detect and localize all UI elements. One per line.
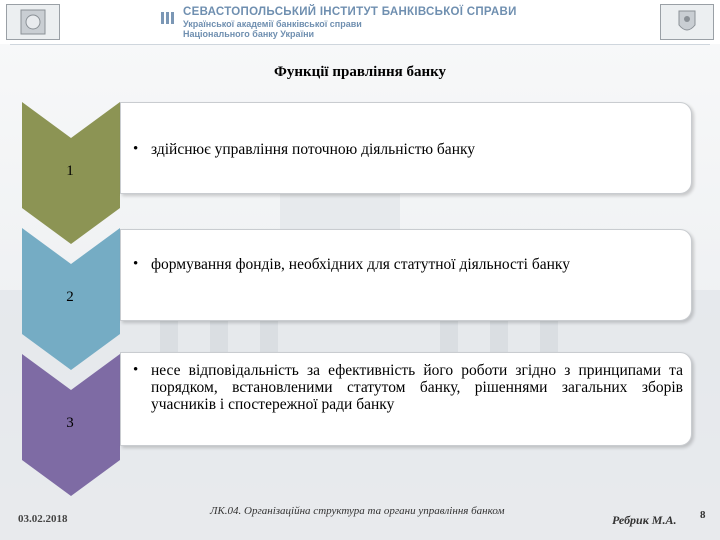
step-number-2: 2: [66, 289, 74, 305]
function-box-2: [120, 229, 692, 321]
institute-subtitle-1: Української академії банківської справи: [183, 19, 362, 29]
footer-lecture-title: ЛК.04. Організаційна структура та органи управління банком: [210, 505, 505, 517]
step-number-3: 3: [66, 415, 74, 431]
institute-subtitle-2: Національного банку України: [183, 29, 315, 39]
header-divider: [10, 44, 710, 45]
coat-of-arms-logo-right: [660, 4, 714, 40]
institute-logo-icon: [160, 10, 176, 26]
footer-author: Ребрик М.А.: [612, 513, 677, 527]
crest-logo-left: [6, 4, 60, 40]
institute-name: СЕВАСТОПОЛЬСЬКИЙ ІНСТИТУТ БАНКІВСЬКОЇ СПРАВИ: [183, 6, 517, 18]
function-box-1: [120, 102, 692, 194]
function-box-3: [120, 352, 692, 446]
page-number: 8: [700, 509, 706, 521]
function-text-3: • несе відповідальність за ефективність його роботи згідно з принципами та порядком, встановленими статутом банку, рішеннями загальних зборів учасників і спостережної ради банку: [151, 362, 683, 413]
header: [0, 0, 720, 44]
function-text-2: • формування фондів, необхідних для статутної діяльності банку: [151, 256, 683, 273]
footer-date: 03.02.2018: [18, 513, 68, 525]
step-number-1: 1: [66, 163, 74, 179]
slide-title: Функції правління банку: [273, 64, 447, 80]
function-text-1: • здійснює управління поточною діяльністю банку: [151, 141, 683, 158]
